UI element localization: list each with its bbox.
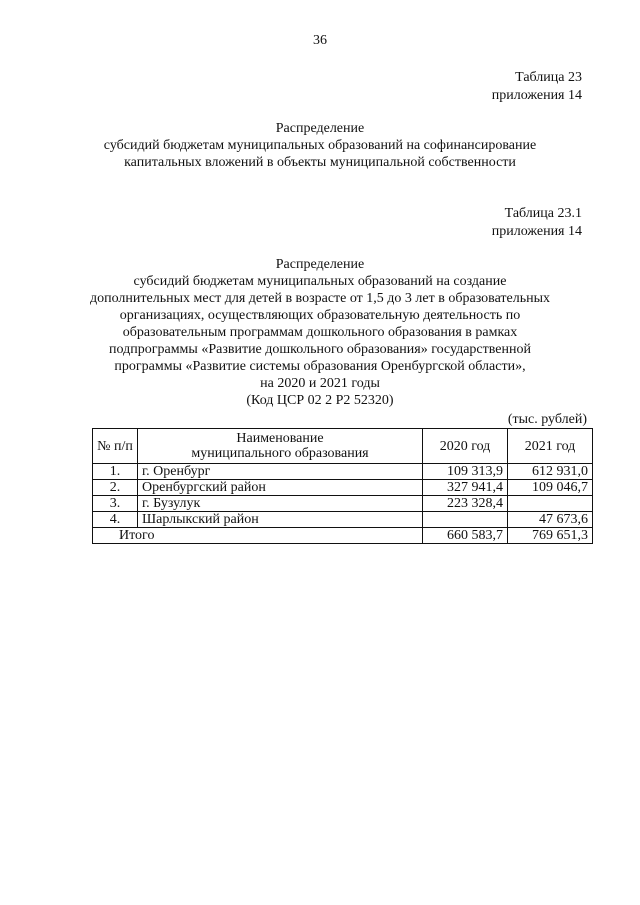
heading-line: подпрограммы «Развитие дошкольного образования» государственной bbox=[109, 342, 531, 357]
heading-line: Распределение bbox=[275, 257, 365, 272]
table-23-1-ref-line1: Таблица 23.1 bbox=[504, 206, 582, 221]
heading-line: Распределение bbox=[275, 121, 365, 136]
total-2020: 660 583,7 bbox=[423, 528, 508, 544]
table-23-1-ref-line2: приложения 14 bbox=[491, 224, 582, 239]
heading-line: образовательным программам дошкольного образования в рамках bbox=[122, 325, 518, 340]
row-2020: 327 941,4 bbox=[423, 480, 508, 496]
table-23-1-reference bbox=[492, 205, 582, 241]
row-2020 bbox=[423, 512, 508, 528]
heading-line: на 2020 и 2021 годы bbox=[260, 376, 380, 391]
col-header-2021: 2021 год bbox=[508, 429, 593, 464]
row-num: 2. bbox=[93, 480, 138, 496]
table-23-heading bbox=[0, 120, 640, 171]
heading-line: (Код ЦСР 02 2 Р2 52320) bbox=[246, 393, 394, 408]
row-name: г. Оренбург bbox=[138, 464, 423, 480]
row-2021 bbox=[508, 496, 593, 512]
unit-label: (тыс. рублей) bbox=[507, 412, 587, 427]
col-header-name bbox=[138, 429, 423, 464]
row-2021: 109 046,7 bbox=[508, 480, 593, 496]
table-row bbox=[93, 480, 593, 496]
col-header-num: № п/п bbox=[93, 429, 138, 464]
col-header-name-line1: Наименование bbox=[236, 431, 324, 446]
table-row bbox=[93, 464, 593, 480]
table-23-ref-line2: приложения 14 bbox=[491, 88, 582, 103]
row-num: 1. bbox=[93, 464, 138, 480]
heading-line: программы «Развитие системы образования Оренбургской области», bbox=[114, 359, 526, 374]
table-header-row bbox=[93, 429, 593, 464]
row-name: г. Бузулук bbox=[138, 496, 423, 512]
table-row bbox=[93, 512, 593, 528]
row-name: Оренбургский район bbox=[138, 480, 423, 496]
row-num: 4. bbox=[93, 512, 138, 528]
heading-line: субсидий бюджетам муниципальных образований на софинансирование bbox=[103, 138, 537, 153]
row-num: 3. bbox=[93, 496, 138, 512]
row-2020: 223 328,4 bbox=[423, 496, 508, 512]
heading-line: капитальных вложений в объекты муниципальной собственности bbox=[124, 155, 516, 170]
col-header-2020: 2020 год bbox=[423, 429, 508, 464]
heading-line: организациях, осуществляющих образовательную деятельность по bbox=[119, 308, 521, 323]
table-23-1-heading bbox=[0, 256, 640, 409]
row-2021: 612 931,0 bbox=[508, 464, 593, 480]
subsidy-table bbox=[92, 428, 593, 544]
total-label: Итого bbox=[93, 528, 423, 544]
table-23-reference bbox=[492, 69, 582, 105]
row-2020: 109 313,9 bbox=[423, 464, 508, 480]
table-23-ref-line1: Таблица 23 bbox=[515, 70, 582, 85]
row-2021: 47 673,6 bbox=[508, 512, 593, 528]
page-number: 36 bbox=[313, 33, 327, 48]
total-row bbox=[93, 528, 593, 544]
col-header-name-line2: муниципального образования bbox=[191, 446, 369, 461]
heading-line: дополнительных мест для детей в возрасте от 1,5 до 3 лет в образовательных bbox=[89, 291, 551, 306]
row-name: Шарлыкский район bbox=[138, 512, 423, 528]
table-row bbox=[93, 496, 593, 512]
total-2021: 769 651,3 bbox=[508, 528, 593, 544]
heading-line: субсидий бюджетам муниципальных образований на создание bbox=[133, 274, 507, 289]
